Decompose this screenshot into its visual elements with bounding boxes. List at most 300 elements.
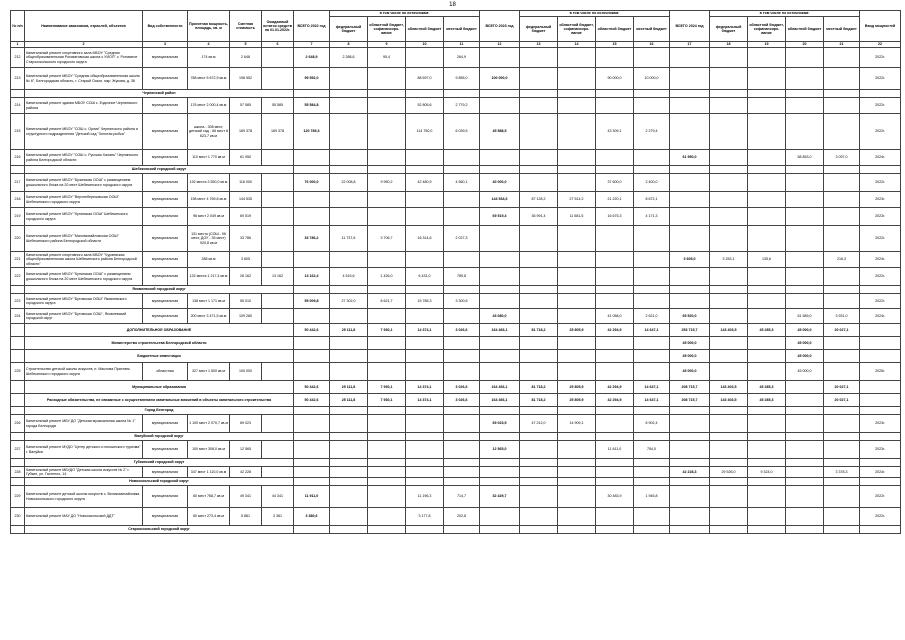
amount-cell	[558, 508, 596, 526]
amount-cell	[748, 363, 786, 381]
capacity-cell: 96 мест 2 049 кв.м	[188, 208, 230, 226]
year-total-cell	[670, 486, 710, 508]
row-number-cell: 224	[11, 309, 25, 324]
empty-cell	[520, 459, 558, 467]
remainder-cell: 55 585	[262, 98, 294, 114]
amount-cell	[368, 98, 406, 114]
empty-cell	[520, 407, 558, 415]
year-total-cell: 99 552,0	[294, 68, 330, 90]
column-number-cell: 15	[596, 42, 634, 48]
object-name-cell: Капитальный ремонт МУДО "Центр детского и юношеского туризма" г. Валуйки	[25, 441, 143, 459]
amount-cell	[558, 150, 596, 166]
amount-cell	[786, 208, 824, 226]
amount-cell	[786, 252, 824, 268]
empty-cell	[710, 526, 748, 534]
object-name-cell: Капитальный ремонт МБОУ "Бузинская ООШ" с размещением дошкольного блока на 20 мест Шебекинского городского округа	[25, 174, 143, 192]
amount-cell	[520, 350, 558, 363]
empty-cell	[480, 459, 520, 467]
amount-cell: 7 930,1	[368, 381, 406, 394]
empty-cell	[824, 90, 860, 98]
column-number-cell: 11	[444, 42, 480, 48]
col-capacity-header: Проектная мощность, площадь, кв. м	[188, 11, 230, 42]
amount-cell	[824, 486, 860, 508]
table-row	[11, 508, 901, 526]
amount-cell	[824, 208, 860, 226]
amount-cell: 2 279,4	[634, 114, 670, 150]
amount-cell	[748, 150, 786, 166]
subtotal-label: Министерство строительства Белгородской области	[25, 337, 294, 350]
empty-cell	[368, 407, 406, 415]
amount-cell	[596, 150, 634, 166]
estimate-cell: 57 585	[230, 98, 262, 114]
amount-cell: 7 930,1	[368, 324, 406, 337]
col-estimate-header: Сметная стоимость	[230, 11, 262, 42]
amount-cell	[710, 150, 748, 166]
amount-cell	[710, 486, 748, 508]
amount-cell	[520, 467, 558, 478]
row-number-cell	[11, 350, 25, 363]
sources-2022-header: в том числе по источникам:	[330, 11, 480, 17]
amount-cell	[558, 350, 596, 363]
year-total-cell	[480, 294, 520, 309]
amount-cell	[520, 226, 558, 252]
empty-cell	[444, 459, 480, 467]
row-number-cell: 219	[11, 208, 25, 226]
year-total-cell	[670, 268, 710, 286]
amount-cell: 143 403,5	[710, 394, 748, 407]
remainder-cell	[262, 226, 294, 252]
amount-cell	[294, 350, 330, 363]
amount-cell: 45 285,3	[748, 394, 786, 407]
row-number-cell: 222	[11, 268, 25, 286]
ownership-cell: муниципальная	[143, 486, 188, 508]
object-name-cell: Капитальный ремонт МБОУ "Бутовская ООШ" Яковлевского городского округа	[25, 294, 143, 309]
amount-cell	[710, 192, 748, 208]
table-row	[11, 150, 901, 166]
amount-cell: 216,3	[824, 252, 860, 268]
amount-cell	[634, 467, 670, 478]
ownership-cell: муниципальная	[143, 415, 188, 433]
empty-cell	[444, 90, 480, 98]
section-heading-row	[11, 407, 901, 415]
amount-cell	[786, 394, 824, 407]
amount-cell	[748, 192, 786, 208]
object-name-cell: Капитальный ремонт МБОУ "Купинская ООШ" Шебекинского городского округа	[25, 208, 143, 226]
amount-cell	[596, 467, 634, 478]
amount-cell: 14 909,1	[558, 415, 596, 433]
remainder-cell	[262, 252, 294, 268]
year-total-cell	[294, 252, 330, 268]
amount-cell	[368, 363, 406, 381]
object-name-cell: Капитальный ремонт МБОУ "СОШ с. Русская Халань" Чернянского района Белгородской области	[25, 150, 143, 166]
empty-cell	[786, 478, 824, 486]
table-row	[11, 68, 901, 90]
amount-cell	[786, 441, 824, 459]
row-number-cell: 214	[11, 98, 25, 114]
column-number-cell: 21	[824, 42, 860, 48]
amount-cell	[634, 48, 670, 68]
year-total-cell	[670, 208, 710, 226]
ownership-cell: муниципальная	[143, 294, 188, 309]
amount-cell	[824, 508, 860, 526]
amount-cell	[596, 337, 634, 350]
empty-cell	[670, 459, 710, 467]
year-total-cell	[670, 98, 710, 114]
year-total-cell	[670, 48, 710, 68]
empty-cell	[330, 478, 368, 486]
estimate-cell: 2 648	[230, 48, 262, 68]
table-row	[11, 363, 901, 381]
amount-cell	[748, 337, 786, 350]
amount-cell	[444, 467, 480, 478]
amount-cell: 114 750,0	[406, 114, 444, 150]
estimate-cell: 42 228	[230, 467, 262, 478]
amount-cell: 11 811,0	[596, 441, 634, 459]
section-heading-row	[11, 433, 901, 441]
empty-cell	[710, 478, 748, 486]
row-number-cell: 216	[11, 150, 25, 166]
year-total-cell: 61 950,0	[670, 150, 710, 166]
amount-cell	[748, 68, 786, 90]
empty-cell	[406, 526, 444, 534]
amount-cell: 20 027,1	[824, 394, 860, 407]
amount-cell: 15 785,3	[406, 294, 444, 309]
object-name-cell: Капитальный ремонт МАУ ДО "Новооскольский ДДТ"	[25, 508, 143, 526]
amount-cell	[596, 226, 634, 252]
amount-cell	[330, 441, 368, 459]
amount-cell	[520, 486, 558, 508]
amount-cell	[520, 150, 558, 166]
empty-cell	[294, 478, 330, 486]
col-ownership-header: Вид собственности	[143, 11, 188, 42]
empty-cell	[596, 526, 634, 534]
amount-cell	[520, 441, 558, 459]
remainder-cell	[262, 415, 294, 433]
amount-cell	[330, 508, 368, 526]
empty-cell	[480, 526, 520, 534]
amount-cell: 29 526,0	[710, 467, 748, 478]
amount-cell	[596, 252, 634, 268]
empty-cell	[444, 478, 480, 486]
amount-cell	[368, 337, 406, 350]
amount-cell	[748, 441, 786, 459]
amount-cell	[558, 114, 596, 150]
row-number-cell	[11, 526, 25, 534]
year-total-cell	[670, 68, 710, 90]
amount-cell	[368, 441, 406, 459]
amount-cell: 20 027,1	[824, 324, 860, 337]
amount-cell	[406, 309, 444, 324]
table-row	[11, 192, 901, 208]
amount-cell	[710, 48, 748, 68]
empty-cell	[406, 166, 444, 174]
local-2022-header: местный бюджет	[444, 17, 480, 42]
amount-cell	[406, 48, 444, 68]
commissioning-cell: 2022г.	[860, 508, 901, 526]
row-number-cell: 230	[11, 508, 25, 526]
amount-cell	[558, 467, 596, 478]
amount-cell: 47 212,0	[520, 415, 558, 433]
capacity-cell: 174 кв.м	[188, 48, 230, 68]
capacity-cell: 176 мест 2 000,4 кв.м	[188, 98, 230, 114]
table-row	[11, 114, 901, 150]
year-total-cell	[294, 467, 330, 478]
capacity-cell: 347 мест 1 110,0 кв.м	[188, 467, 230, 478]
amount-cell	[634, 337, 670, 350]
empty-cell	[860, 433, 901, 441]
amount-cell	[520, 68, 558, 90]
amount-cell	[748, 486, 786, 508]
ownership-cell: муниципальная	[143, 48, 188, 68]
empty-cell	[596, 286, 634, 294]
empty-cell	[294, 526, 330, 534]
section-heading: Новооскольский городской округ	[25, 478, 294, 486]
empty-cell	[824, 433, 860, 441]
amount-cell	[330, 114, 368, 150]
estimate-cell: 3 605	[230, 252, 262, 268]
object-name-cell: Капитальный ремонт МБОУ "СОШ с. Орлик" Чернянского района и структурного подразделения "Детский сад "Золотая рыбка"	[25, 114, 143, 150]
estimate-cell: 33 786	[230, 226, 262, 252]
empty-cell	[444, 526, 480, 534]
empty-cell	[406, 407, 444, 415]
section-heading: Яковлевский городской округ	[25, 286, 294, 294]
local-2023-header: местный бюджет	[634, 17, 670, 42]
subtotal-label: Муниципальные образования	[25, 381, 294, 394]
amount-cell: 135,6	[748, 252, 786, 268]
amount-cell	[406, 192, 444, 208]
amount-cell: 2 400,0	[634, 174, 670, 192]
amount-cell	[444, 252, 480, 268]
empty-cell	[824, 526, 860, 534]
capacity-cell: 200 мест 3 471,5 кв.м	[188, 309, 230, 324]
amount-cell	[710, 98, 748, 114]
empty-cell	[786, 459, 824, 467]
row-number-cell	[11, 459, 25, 467]
amount-cell	[748, 309, 786, 324]
commissioning-cell: 2023г.	[860, 192, 901, 208]
amount-cell	[520, 114, 558, 150]
amount-cell: 2 621,0	[634, 309, 670, 324]
amount-cell	[786, 114, 824, 150]
amount-cell	[368, 486, 406, 508]
amount-cell	[596, 508, 634, 526]
row-number-cell: 228	[11, 467, 25, 478]
amount-cell	[596, 268, 634, 286]
empty-cell	[860, 166, 901, 174]
empty-cell	[710, 90, 748, 98]
amount-cell: 789,8	[444, 268, 480, 286]
empty-cell	[670, 407, 710, 415]
empty-cell	[860, 407, 901, 415]
amount-cell: 36 991,4	[520, 208, 558, 226]
section-heading-row	[11, 478, 901, 486]
year-total-cell	[294, 415, 330, 433]
amount-cell: 45 000,0	[786, 363, 824, 381]
year-total-cell	[294, 192, 330, 208]
empty-cell	[520, 478, 558, 486]
amount-cell	[444, 337, 480, 350]
year-total-cell	[670, 174, 710, 192]
amount-cell: 45 000,0	[786, 337, 824, 350]
amount-cell	[710, 508, 748, 526]
row-number-cell	[11, 407, 25, 415]
amount-cell: 41 058,0	[596, 309, 634, 324]
amount-cell: 4 515,6	[330, 268, 368, 286]
amount-cell: 11 681,5	[558, 208, 596, 226]
amount-cell	[710, 309, 748, 324]
commissioning-cell	[860, 337, 901, 350]
amount-cell: 25 111,8	[330, 381, 368, 394]
amount-cell: 3 378,3	[824, 467, 860, 478]
amount-cell	[748, 415, 786, 433]
empty-cell	[558, 90, 596, 98]
amount-cell: 81 718,2	[520, 381, 558, 394]
commissioning-cell	[860, 394, 901, 407]
empty-cell	[634, 478, 670, 486]
amount-cell	[634, 294, 670, 309]
empty-cell	[406, 286, 444, 294]
commissioning-cell	[860, 381, 901, 394]
estimate-cell: 109 280	[230, 309, 262, 324]
empty-cell	[634, 90, 670, 98]
row-number-cell: 227	[11, 441, 25, 459]
empty-cell	[294, 433, 330, 441]
year-total-cell: 11 911,0	[294, 486, 330, 508]
empty-cell	[368, 459, 406, 467]
amount-cell	[634, 252, 670, 268]
table-row	[11, 48, 901, 68]
remainder-cell	[262, 309, 294, 324]
amount-cell: 6 039,5	[444, 114, 480, 150]
year-total-cell: 42 228,3	[670, 467, 710, 478]
amount-cell	[444, 192, 480, 208]
amount-cell	[558, 226, 596, 252]
estimate-cell: 198 552	[230, 68, 262, 90]
year-total-cell: 55 584,8	[294, 98, 330, 114]
amount-cell: 2 288,6	[330, 48, 368, 68]
amount-cell	[330, 350, 368, 363]
empty-cell	[330, 166, 368, 174]
amount-cell: 9 950,2	[368, 174, 406, 192]
empty-cell	[368, 478, 406, 486]
amount-cell	[368, 208, 406, 226]
estimate-cell: 5 881	[230, 508, 262, 526]
commissioning-cell: 2024г.	[860, 309, 901, 324]
amount-cell	[710, 294, 748, 309]
amount-cell	[786, 174, 824, 192]
year-total-cell	[480, 226, 520, 252]
object-name-cell: Капитальный ремонт детской школы искусств с. Великомихайловка Новооскольского городского округа	[25, 486, 143, 508]
commissioning-cell: 2024г.	[860, 252, 901, 268]
amount-cell: 8 621,7	[368, 294, 406, 309]
amount-cell: 164 466,1	[480, 324, 520, 337]
amount-cell	[824, 337, 860, 350]
amount-cell	[824, 68, 860, 90]
row-number-cell: 217	[11, 174, 25, 192]
year-total-cell	[670, 192, 710, 208]
amount-cell	[786, 486, 824, 508]
amount-cell	[786, 48, 824, 68]
empty-cell	[330, 459, 368, 467]
year-total-cell	[480, 268, 520, 286]
amount-cell	[368, 508, 406, 526]
amount-cell: 6 902,4	[634, 415, 670, 433]
amount-cell: 52 805,6	[406, 98, 444, 114]
empty-cell	[596, 478, 634, 486]
ownership-cell: муниципальная	[143, 252, 188, 268]
amount-cell	[558, 98, 596, 114]
empty-cell	[330, 286, 368, 294]
empty-cell	[748, 478, 786, 486]
col-remainder-header: Ожидаемый остаток средств на 01.01.2022г.	[262, 11, 294, 42]
amount-cell	[596, 363, 634, 381]
amount-cell: 164 466,1	[480, 394, 520, 407]
commissioning-cell	[860, 350, 901, 363]
amount-cell	[748, 294, 786, 309]
amount-cell	[330, 98, 368, 114]
empty-cell	[710, 407, 748, 415]
empty-cell	[294, 459, 330, 467]
empty-cell	[634, 166, 670, 174]
remainder-cell	[262, 68, 294, 90]
section-heading-row	[11, 459, 901, 467]
empty-cell	[860, 286, 901, 294]
amount-cell	[634, 98, 670, 114]
remainder-cell	[262, 208, 294, 226]
amount-cell	[558, 268, 596, 286]
sources-2023-header: в том числе по источникам:	[520, 11, 670, 17]
capacity-cell: 788 мест 5 672,9 кв.м	[188, 68, 230, 90]
column-number-cell: 1	[11, 42, 25, 48]
commissioning-cell: 2023г.	[860, 208, 901, 226]
amount-cell	[406, 208, 444, 226]
empty-cell	[670, 166, 710, 174]
amount-cell	[634, 508, 670, 526]
row-number-cell: 223	[11, 294, 25, 309]
empty-cell	[558, 459, 596, 467]
amount-cell: 14 374,1	[406, 381, 444, 394]
amount-cell	[824, 268, 860, 286]
amount-cell: 58 853,0	[786, 150, 824, 166]
year-total-cell: 33 786,2	[294, 226, 330, 252]
ownership-cell: муниципальная	[143, 208, 188, 226]
amount-cell: 1 945,8	[634, 486, 670, 508]
amount-cell	[558, 48, 596, 68]
empty-cell	[480, 433, 520, 441]
ownership-cell: муниципальная	[143, 192, 188, 208]
empty-cell	[824, 286, 860, 294]
capacity-cell: 288 кв.м	[188, 252, 230, 268]
amount-cell	[368, 68, 406, 90]
empty-cell	[558, 433, 596, 441]
empty-cell	[444, 166, 480, 174]
amount-cell	[786, 226, 824, 252]
amount-cell	[748, 350, 786, 363]
table-row	[11, 226, 901, 252]
capacity-cell: 131 место (СОШ - 96 мест, ДОУ - 35 мест) 920,8 кв.м	[188, 226, 230, 252]
amount-cell: 7 930,1	[368, 394, 406, 407]
empty-cell	[520, 433, 558, 441]
column-number-cell: 8	[330, 42, 368, 48]
empty-cell	[670, 90, 710, 98]
amount-cell: 4 560,1	[444, 174, 480, 192]
empty-cell	[558, 407, 596, 415]
amount-cell	[710, 441, 748, 459]
subtotal-row	[11, 337, 901, 350]
amount-cell: 37 600,0	[596, 174, 634, 192]
empty-cell	[748, 166, 786, 174]
empty-cell	[860, 478, 901, 486]
